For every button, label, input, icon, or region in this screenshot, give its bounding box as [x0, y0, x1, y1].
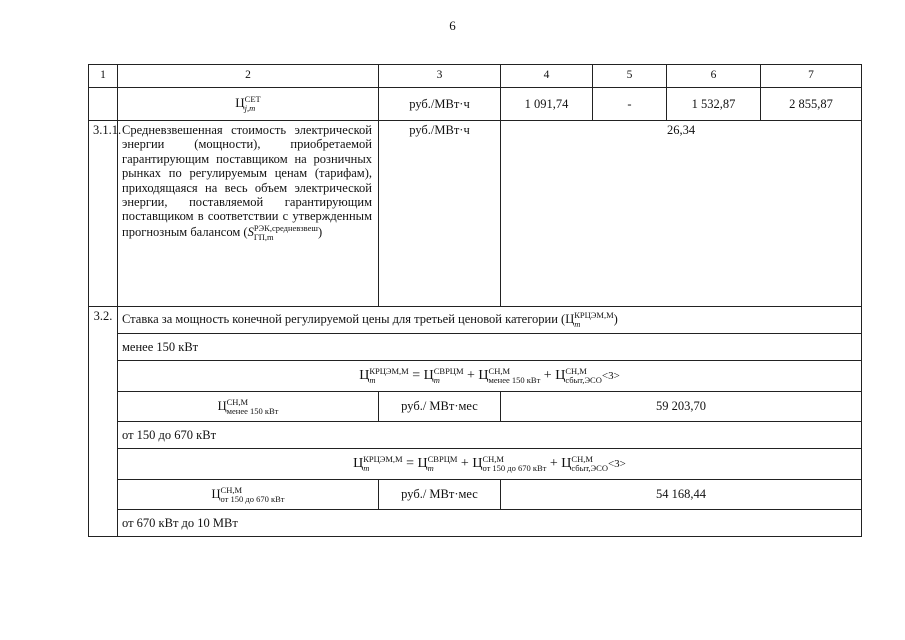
title-sup: КРЦЭМ,М	[574, 310, 614, 320]
row-cet	[89, 88, 862, 121]
header-col-7: 7	[761, 65, 862, 88]
f1-note: <3>	[601, 370, 620, 383]
f1-plus1: +	[467, 368, 475, 384]
page-number: 6	[449, 18, 456, 33]
desc-symbol: S	[247, 224, 254, 239]
symbol-base: Ц	[235, 94, 245, 110]
row-cet-number	[89, 88, 118, 121]
f2-t3: Ц	[561, 456, 572, 472]
group1-symbol	[118, 392, 379, 422]
f2-t3-sub: сбыт,ЭСО	[571, 463, 608, 473]
f2-note: <3>	[607, 458, 626, 471]
group1-formula-row	[89, 361, 862, 392]
f1-lhs-sup: КРЦЭМ,М	[369, 366, 409, 376]
row-3-2-title	[118, 307, 862, 334]
header-col-1: 1	[89, 65, 118, 88]
header-col-5: 5	[593, 65, 667, 88]
f2-lhs-sub: m	[363, 463, 370, 473]
row-cet-value-6: 1 532,87	[667, 88, 761, 121]
row-3-1-1-value: 26,34	[501, 121, 862, 307]
f2-t2-indices	[482, 455, 546, 473]
g1-symbol-indices	[227, 398, 279, 416]
row-3-1-1-description	[118, 121, 379, 307]
row-3-1-1-number: 3.1.1.	[89, 121, 118, 307]
header-col-6: 6	[667, 65, 761, 88]
f1-lhs-sub: m	[369, 375, 376, 385]
group2-symbol	[118, 480, 379, 510]
row-cet-symbol	[118, 88, 379, 121]
header-row	[89, 65, 862, 88]
group2-value-row	[89, 480, 862, 510]
description-text: Средневзвешенная стоимость электрической энергии (мощности), приобретаемой гарантирующим поставщиком на розничных рынках по регулируемым ценам (тарифам), приходящаяся на весь объем электрической энергии, поставляемой гарантирующим поставщиком в соответствии с утвержденным прогнозным балансом (	[122, 123, 372, 239]
row-3-2	[89, 307, 862, 334]
f1-t3-indices	[565, 367, 602, 385]
title-sub: m	[574, 319, 581, 329]
f2-t1: Ц	[417, 456, 428, 472]
group1-formula	[118, 361, 862, 392]
f1-t1-sub: m	[433, 375, 440, 385]
group1-label-row	[89, 334, 862, 361]
f1-eq: =	[412, 368, 421, 384]
f1-lhs: Ц	[359, 368, 370, 384]
row-cet-value-7: 2 855,87	[761, 88, 862, 121]
f2-t2-sub: от 150 до 670 кВт	[482, 463, 547, 473]
f1-t2: Ц	[478, 368, 489, 384]
f2-lhs: Ц	[353, 456, 364, 472]
group1-unit: руб./ МВт·мес	[379, 392, 501, 422]
header-col-3: 3	[379, 65, 501, 88]
group2-unit: руб./ МВт·мес	[379, 480, 501, 510]
row-3-1-1	[89, 121, 862, 307]
row-3-1-1-unit: руб./МВт·ч	[379, 121, 501, 307]
desc-symbol-indices	[254, 224, 318, 242]
desc-tail: )	[317, 224, 323, 239]
row-cet-value-4: 1 091,74	[501, 88, 593, 121]
g2-symbol-indices	[221, 486, 285, 504]
group3-label: от 670 кВт до 10 МВт	[118, 510, 862, 537]
f2-eq: =	[406, 456, 415, 472]
f2-t2: Ц	[472, 456, 483, 472]
group2-value: 54 168,44	[501, 480, 862, 510]
title-tail: )	[613, 311, 618, 326]
g1-symbol-sub: менее 150 кВт	[226, 405, 279, 416]
f2-t1-sup: СВРЦМ	[427, 454, 458, 464]
g2-symbol-base: Ц	[211, 486, 221, 501]
f2-t1-indices	[428, 455, 458, 473]
f2-t1-sub: m	[427, 463, 434, 473]
title-symbol-indices	[574, 311, 613, 329]
title-symbol: Ц	[565, 311, 575, 326]
g2-symbol-sup: СН,М	[220, 484, 243, 495]
desc-sub: ГП,m	[253, 231, 274, 242]
f1-t3-sub: сбыт,ЭСО	[565, 375, 602, 385]
group1-label: менее 150 кВт	[118, 334, 862, 361]
group1-value: 59 203,70	[501, 392, 862, 422]
f2-plus1: +	[460, 456, 469, 472]
group3-label-row	[89, 510, 862, 537]
f1-t2-indices	[489, 367, 541, 385]
f1-t2-sub: менее 150 кВт	[488, 375, 541, 385]
f1-t3: Ц	[555, 368, 566, 384]
f1-t2-sup: СН,М	[488, 366, 511, 376]
group1-value-row	[89, 392, 862, 422]
g2-symbol-sub: от 150 до 670 кВт	[220, 493, 285, 504]
f2-t3-sup: СН,М	[571, 454, 593, 464]
f2-t2-sup: СН,М	[482, 454, 504, 464]
f1-t1-indices	[434, 367, 464, 385]
symbol-indices	[245, 95, 261, 113]
g1-symbol-sup: СН,М	[226, 396, 249, 407]
f2-lhs-sup: КРЦЭМ,М	[363, 454, 403, 464]
f2-t3-indices	[571, 455, 608, 473]
row-3-2-number: 3.2.	[89, 307, 118, 537]
symbol-sup: СЕТ	[244, 94, 261, 104]
group2-formula	[118, 449, 862, 480]
f2-lhs-indices	[363, 455, 402, 473]
f1-t3-sup: СН,М	[565, 366, 587, 376]
group2-label-row	[89, 422, 862, 449]
group2-formula-row	[89, 449, 862, 480]
g1-symbol-base: Ц	[217, 398, 227, 413]
desc-sup: РЭК,средневзвеш	[253, 222, 318, 233]
tariff-table	[88, 64, 862, 537]
f1-t1-sup: СВРЦМ	[433, 366, 464, 376]
row-cet-value-5: -	[593, 88, 667, 121]
symbol-sub: j,m	[244, 103, 256, 113]
f1-t1: Ц	[423, 368, 434, 384]
row-cet-unit: руб./МВт·ч	[379, 88, 501, 121]
group2-label: от 150 до 670 кВт	[118, 422, 862, 449]
header-col-4: 4	[501, 65, 593, 88]
f1-plus2: +	[543, 368, 552, 384]
f1-lhs-indices	[369, 367, 408, 385]
f2-plus2: +	[549, 456, 558, 472]
header-col-2: 2	[118, 65, 379, 88]
row-3-2-title-text: Ставка за мощность конечной регулируемой цены для третьей ценовой категории (	[122, 311, 566, 326]
